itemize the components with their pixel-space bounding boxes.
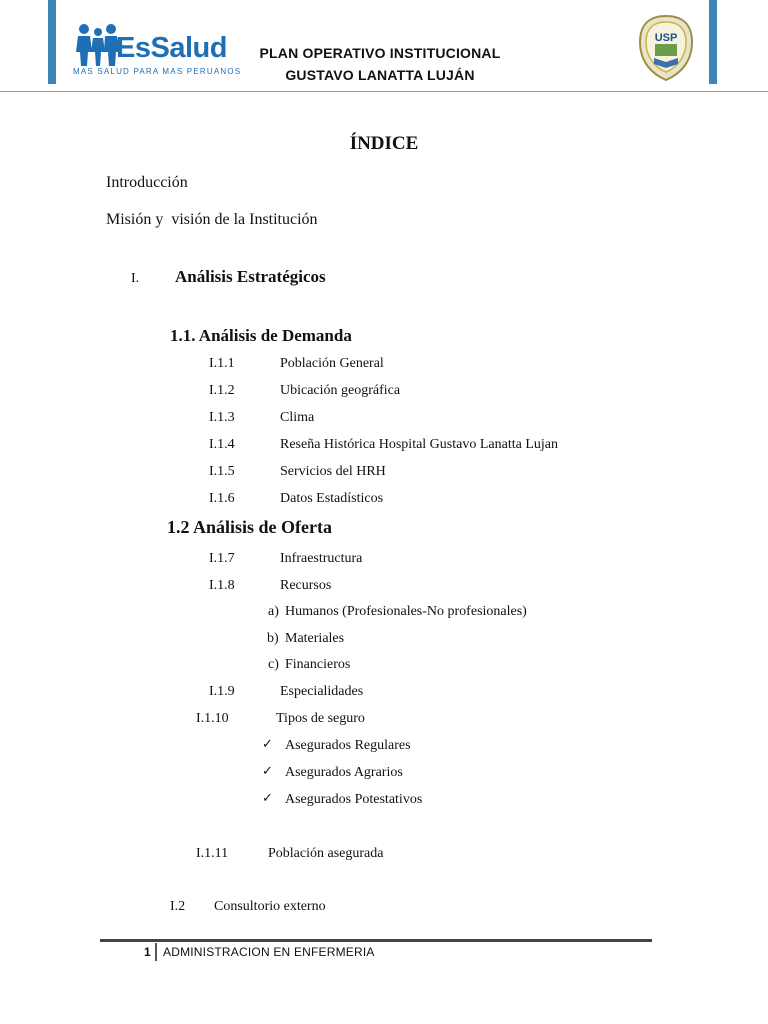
toc-subsection-offer: 1.2 Análisis de Oferta <box>167 517 332 537</box>
resource-label: Financieros <box>285 657 351 672</box>
resource-label: Materiales <box>285 631 345 646</box>
footer-separator <box>155 943 157 961</box>
toc-item-label: Clima <box>280 410 315 425</box>
insured-type-label: Asegurados Agrarios <box>285 765 403 780</box>
toc-item-number: I.1.4 <box>209 437 235 452</box>
header-left-bar <box>48 0 56 84</box>
check-icon: ✓ <box>262 764 273 779</box>
toc-item-number: I.2 <box>170 899 186 914</box>
toc-item-number: I.1.6 <box>209 491 235 506</box>
usp-seal <box>638 14 694 82</box>
toc-item-label: Servicios del HRH <box>280 464 386 479</box>
check-icon: ✓ <box>262 791 273 806</box>
insured-type-label: Asegurados Regulares <box>285 738 411 753</box>
toc-item-number: I.1.8 <box>209 578 235 593</box>
toc-item-number: I.1.5 <box>209 464 235 479</box>
brand-name: EsSalud <box>116 32 227 64</box>
page-number: 1 <box>144 945 151 959</box>
page-title: ÍNDICE <box>349 133 419 154</box>
toc-item-number: I.1.7 <box>209 551 235 566</box>
toc-item-label: Población asegurada <box>268 846 384 861</box>
toc-subsection-demand: 1.1. Análisis de Demanda <box>170 326 352 345</box>
resource-letter: b) <box>267 631 279 646</box>
university-seal-icon <box>638 14 694 82</box>
toc-item-label: Recursos <box>280 578 332 593</box>
toc-item-number: I.1.1 <box>209 356 235 371</box>
resource-label: Humanos (Profesionales-No profesionales) <box>285 604 527 619</box>
toc-item-label: Población General <box>280 356 384 371</box>
toc-item-label: Especialidades <box>280 684 364 699</box>
header-title-line2: GUSTAVO LANATTA LUJÁN <box>285 67 475 83</box>
toc-section1-number: I. <box>131 271 140 286</box>
toc-introduction: Introducción <box>106 174 188 191</box>
check-icon: ✓ <box>262 737 273 752</box>
resource-letter: c) <box>268 657 279 672</box>
seal-text: USP <box>654 32 678 44</box>
toc-item-number: I.1.2 <box>209 383 235 398</box>
header-divider <box>0 91 768 92</box>
toc-item-number: I.1.10 <box>196 711 229 726</box>
toc-item-number: I.1.9 <box>209 684 235 699</box>
toc-item-label: Ubicación geográfica <box>280 383 401 398</box>
toc-mission: Misión y visión de la Institución <box>106 211 318 228</box>
toc-item-number: I.1.11 <box>196 846 229 861</box>
header-title-line1: PLAN OPERATIVO INSTITUCIONAL <box>259 45 501 61</box>
toc-item-number: I.1.3 <box>209 410 235 425</box>
toc-item-label: Infraestructura <box>280 551 363 566</box>
footer-text: ADMINISTRACION EN ENFERMERIA <box>163 945 375 959</box>
toc-item-label: Consultorio externo <box>214 899 326 914</box>
footer-divider <box>100 939 652 942</box>
resource-letter: a) <box>268 604 279 619</box>
toc-item-label: Reseña Histórica Hospital Gustavo Lanatta Lujan <box>280 437 558 452</box>
family-icon <box>74 22 122 68</box>
insured-type-label: Asegurados Potestativos <box>285 792 423 807</box>
toc-section1-title: Análisis Estratégicos <box>175 267 326 286</box>
toc-item-label: Datos Estadísticos <box>280 491 384 506</box>
header-right-bar <box>709 0 717 84</box>
brand-tagline: MAS SALUD PARA MAS PERUANOS <box>73 67 242 76</box>
toc-item-label: Tipos de seguro <box>276 711 365 726</box>
